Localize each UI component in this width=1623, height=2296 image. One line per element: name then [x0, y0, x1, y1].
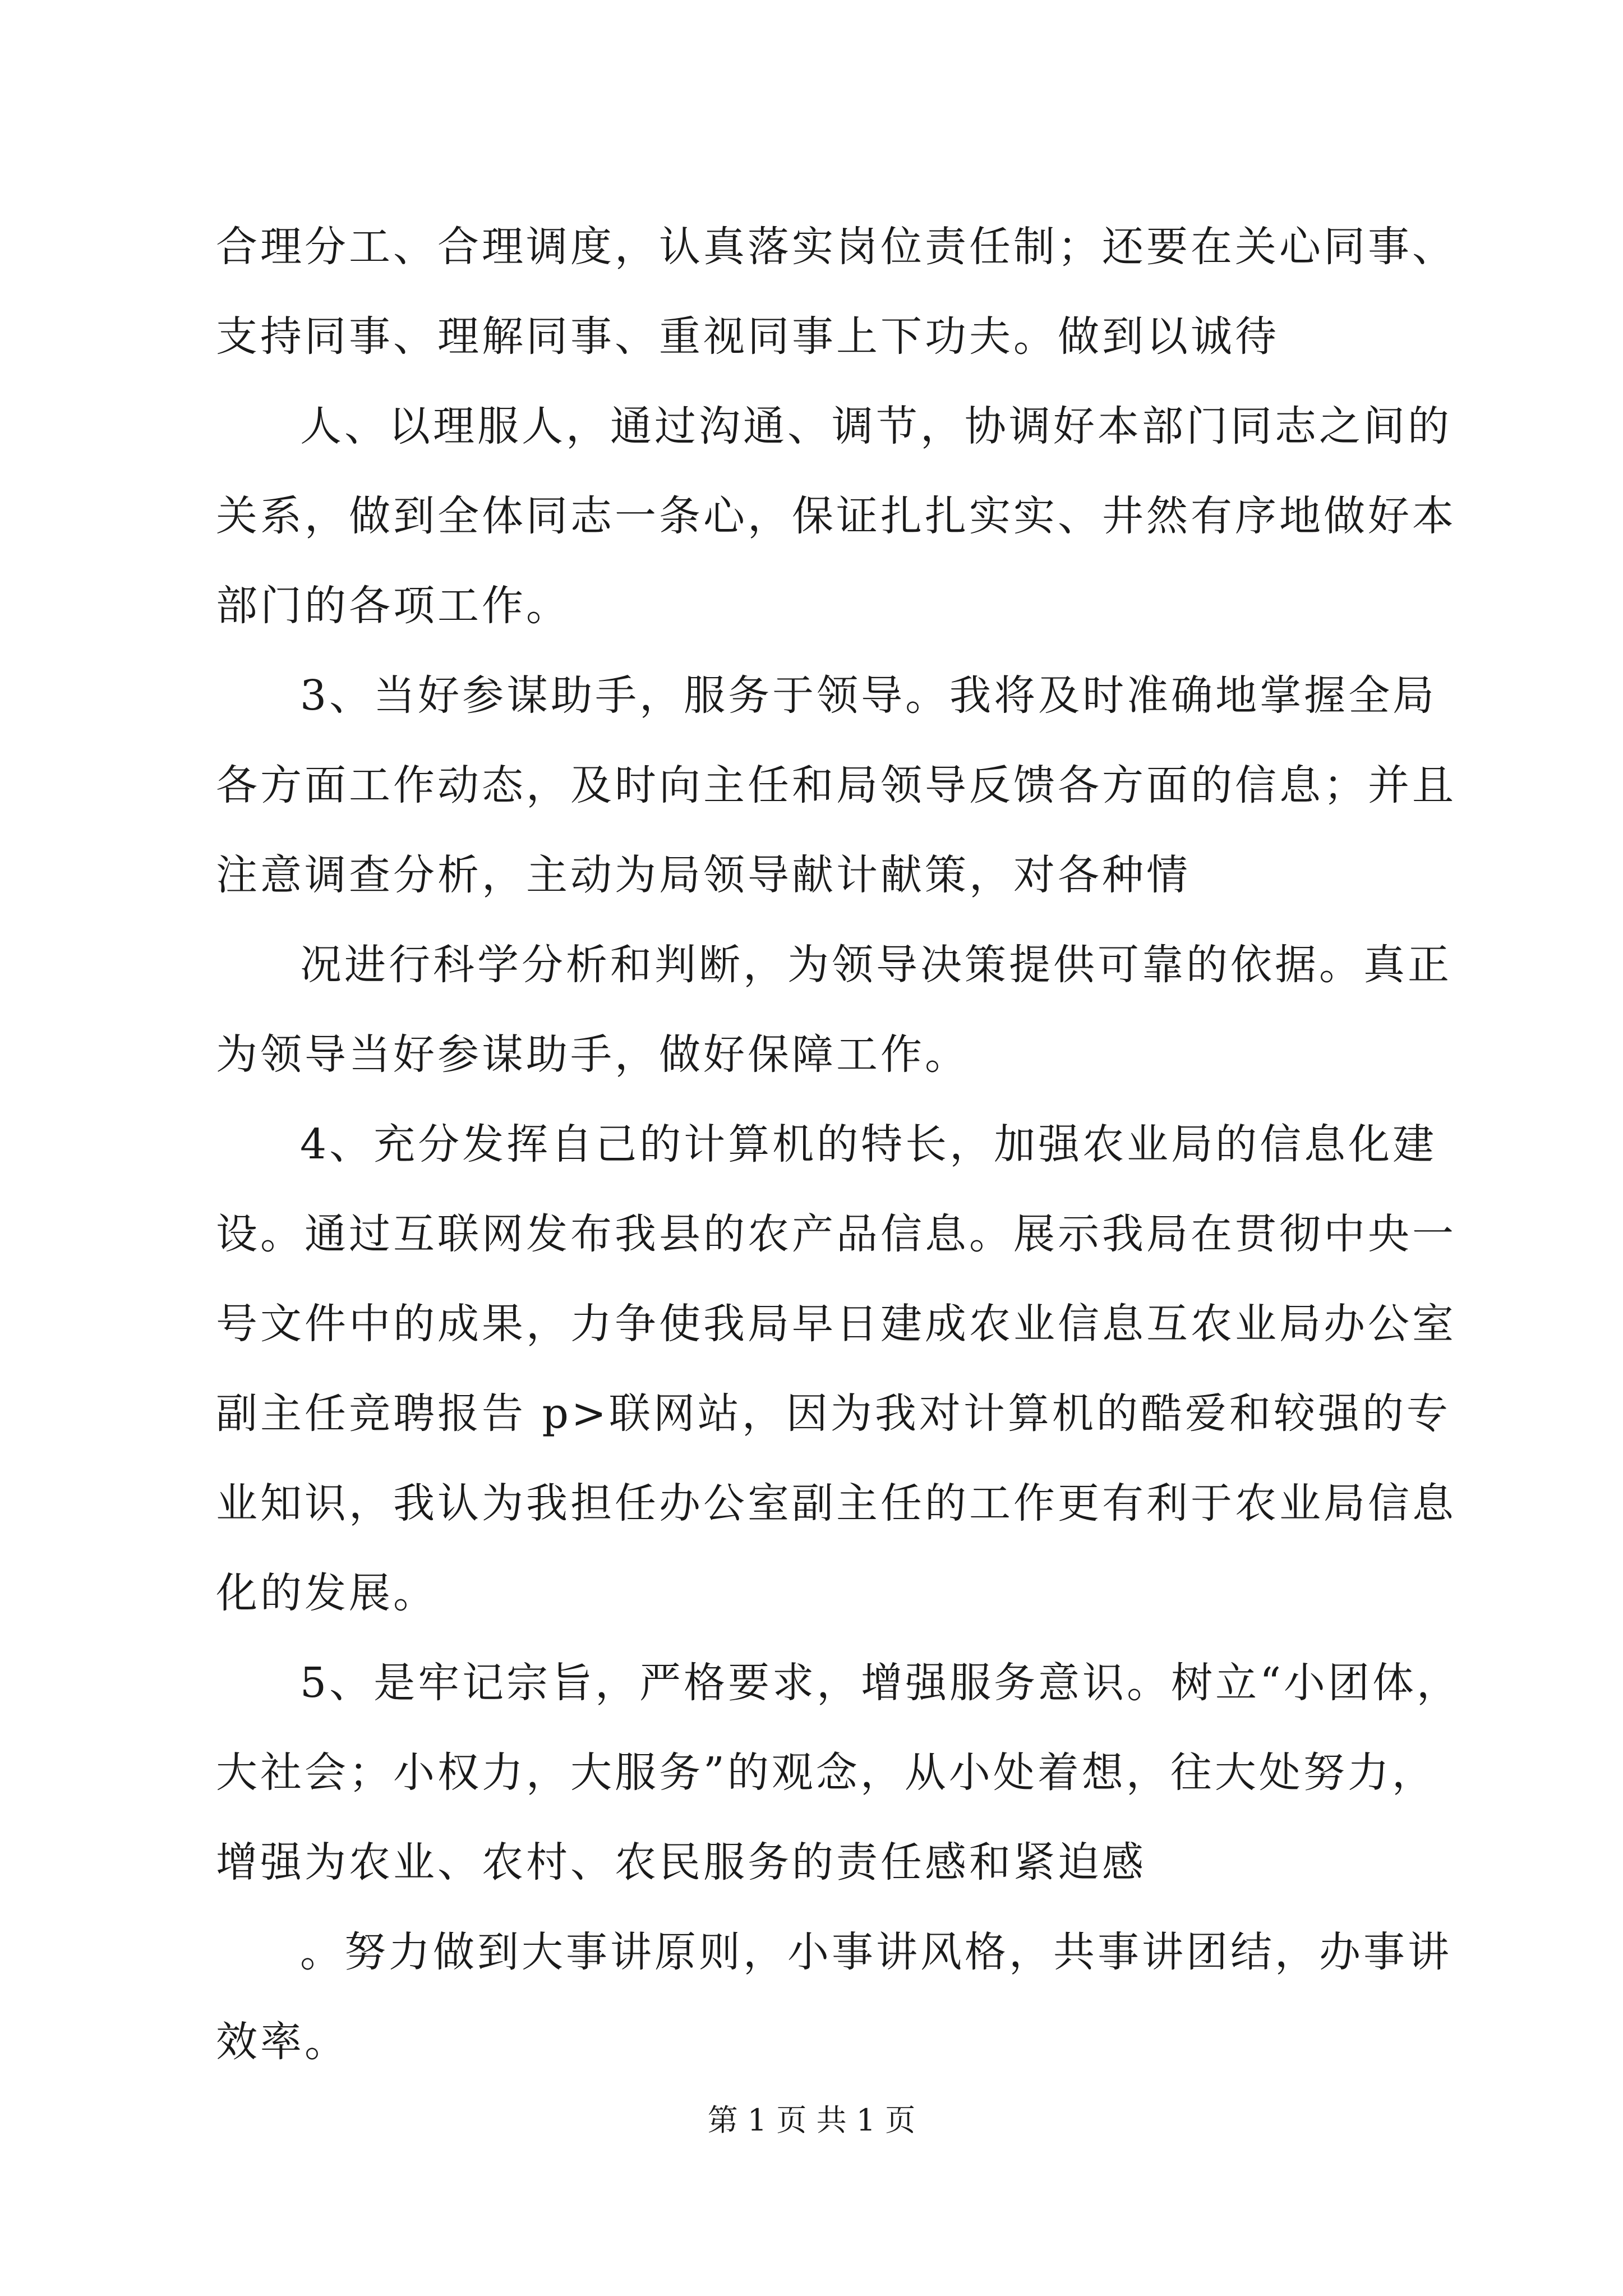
- text-line: 业知识，我认为我担任办公室副主任的工作更有利于农业局信息: [216, 1479, 1456, 1527]
- text-line: 关系，做到全体同志一条心，保证扎扎实实、井然有序地做好本: [216, 492, 1456, 540]
- text-line: 副主任竞聘报告 p>联网站，因为我对计算机的酷爱和较强的专: [216, 1389, 1451, 1438]
- text-line: 合理分工、合理调度，认真落实岗位责任制；还要在关心同事、: [216, 223, 1456, 271]
- text-line: 效率。: [216, 2018, 349, 2066]
- text-line: 部门的各项工作。: [216, 582, 570, 630]
- text-line: 号文件中的成果，力争使我局早日建成农业信息互农业局办公室: [216, 1300, 1456, 1348]
- text-line: 况进行科学分析和判断，为领导决策提供可靠的依据。真正: [300, 941, 1452, 989]
- text-line: 支持同事、理解同事、重视同事上下功夫。做到以诚待: [216, 312, 1279, 361]
- text-line: 化的发展。: [216, 1569, 437, 1617]
- text-line: 5、是牢记宗旨，严格要求，增强服务意识。树立“小团体，: [300, 1659, 1461, 1707]
- text-line: 增强为农业、农村、农民服务的责任感和紧迫感: [216, 1838, 1146, 1887]
- document-body: [216, 202, 1461, 2087]
- text-line: 各方面工作动态，及时向主任和局领导反馈各方面的信息；并且: [216, 761, 1456, 809]
- text-line: 。努力做到大事讲原则，小事讲风格，共事讲团结，办事讲: [300, 1928, 1452, 1976]
- text-line: 设。通过互联网发布我县的农产品信息。展示我局在贯彻中央一: [216, 1210, 1456, 1258]
- text-line: 3、当好参谋助手，服务于领导。我将及时准确地掌握全局: [300, 671, 1437, 720]
- text-line: 人、以理服人，通过沟通、调节，协调好本部门同志之间的: [300, 402, 1452, 450]
- text-line: 4、充分发挥自己的计算机的特长，加强农业局的信息化建: [300, 1120, 1437, 1168]
- text-line: 注意调查分析，主动为局领导献计献策，对各种情: [216, 851, 1191, 899]
- text-line: 为领导当好参谋助手，做好保障工作。: [216, 1030, 969, 1079]
- text-line: 大社会；小权力，大服务”的观念，从小处着想，往大处努力，: [216, 1749, 1436, 1797]
- page-number-footer: 第 1 页 共 1 页: [707, 2102, 916, 2138]
